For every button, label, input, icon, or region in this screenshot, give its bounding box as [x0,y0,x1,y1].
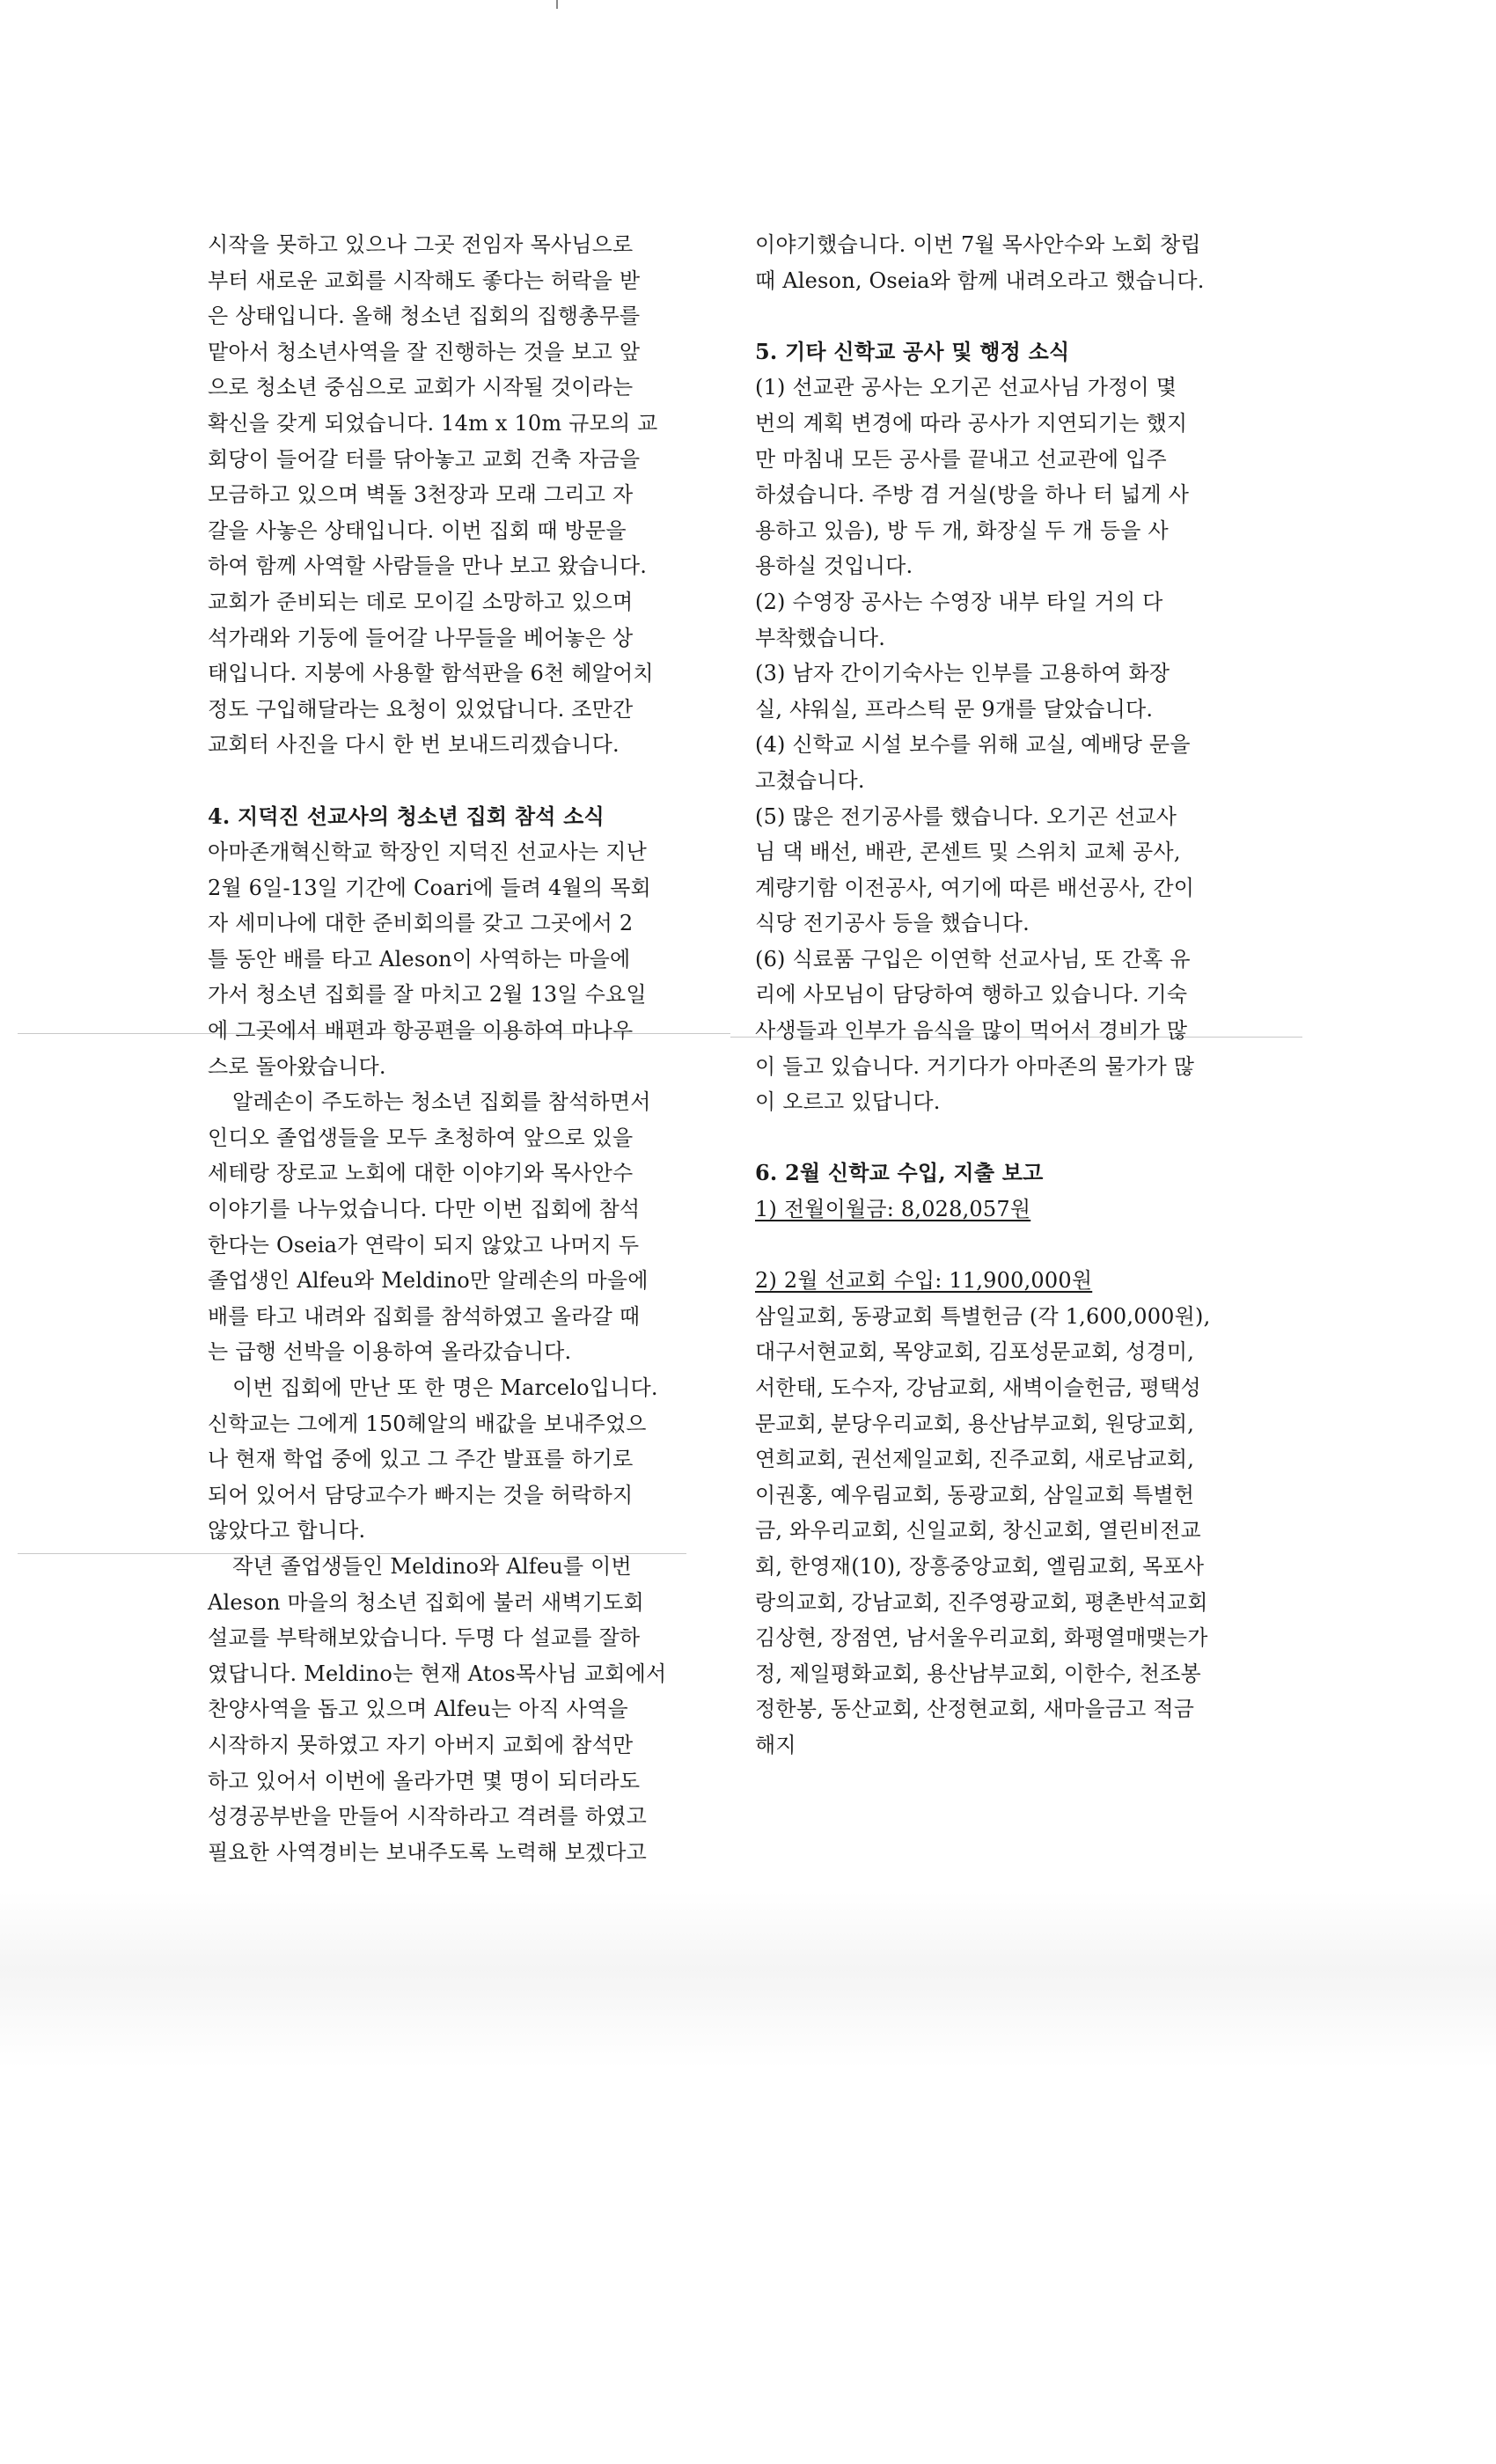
text-line: 신학교는 그에게 150헤알의 배값을 보내주었으 [208,1411,647,1436]
spacer [208,763,714,799]
text-line: 부착했습니다. [755,625,886,650]
donor-line: 김상현, 장점연, 남서울우리교회, 화평열매맺는가 [755,1625,1208,1651]
text-line: 이 들고 있습니다. 거기다가 아마존의 물가가 많 [755,1053,1195,1079]
text-line: 때 Aleson, Oseia와 함께 내려오라고 했습니다. [755,268,1205,293]
text-line: 리에 사모님이 담당하여 행하고 있습니다. 기숙 [755,982,1188,1008]
section5 [755,334,1261,1120]
text-line: 교회터 사진을 다시 한 번 보내드리겠습니다. [208,732,620,758]
text-line: 시작을 못하고 있으나 그곳 전임자 목사님으로 [208,232,634,257]
text-line: 이야기했습니다. 이번 7월 목사안수와 노회 창립 [755,232,1201,257]
donor-line: 금, 와우리교회, 신일교회, 창신교회, 열린비전교 [755,1518,1201,1544]
donor-line: 정한봉, 동산교회, 산정현교회, 새마을금고 적금 [755,1697,1195,1722]
text-line: 이번 집회에 만난 또 한 명은 Marcelo입니다. [232,1375,658,1400]
text-line: 에 그곳에서 배편과 항공편을 이용하여 마나우 [208,1018,634,1044]
section3-continuation [208,227,714,763]
text-line: (5) 많은 전기공사를 했습니다. 오기곤 선교사 [755,803,1177,829]
income-amount: 2) 2월 선교회 수입: 11,900,000원 [755,1268,1093,1294]
text-line: 설교를 부탁해보았습니다. 두명 다 설교를 잘하 [208,1625,641,1651]
text-line: 모금하고 있으며 벽돌 3천장과 모래 그리고 자 [208,482,634,508]
text-line: 부터 새로운 교회를 시작해도 좋다는 허락을 받 [208,268,641,293]
text-line: 시작하지 못하였고 자기 아버지 교회에 참석만 [208,1732,634,1757]
left-column [208,227,714,1870]
section-heading: 4. 지덕진 선교사의 청소년 집회 참석 소식 [208,803,605,829]
section-heading: 5. 기타 신학교 공사 및 행정 소식 [755,338,1070,364]
text-line: (1) 선교관 공사는 오기곤 선교사님 가정이 몇 [755,375,1177,400]
text-line: 으로 청소년 중심으로 교회가 시작될 것이라는 [208,375,634,400]
text-line: 갈을 사놓은 상태입니다. 이번 집회 때 방문을 [208,517,627,543]
text-line: 였답니다. Meldino는 현재 Atos목사님 교회에서 [208,1661,667,1686]
text-line: 실, 샤워실, 프라스틱 문 9개를 달았습니다. [755,696,1154,722]
text-line: Aleson 마을의 청소년 집회에 불러 새벽기도회 [208,1589,644,1615]
donor-line: 해지 [755,1732,796,1757]
text-line: 성경공부반을 만들어 시작하라고 격려를 하였고 [208,1804,647,1830]
text-line: (6) 식료품 구입은 이연학 선교사님, 또 간혹 유 [755,946,1191,972]
section6 [755,1155,1261,1763]
text-line: 하여 함께 사역할 사람들을 만나 보고 왔습니다. [208,554,648,579]
text-line: 필요한 사역경비는 보내주도록 노력해 보겠다고 [208,1839,647,1865]
text-line: 맡아서 청소년사역을 잘 진행하는 것을 보고 앞 [208,339,641,364]
text-line: 찬양사역을 돕고 있으며 Alfeu는 아직 사역을 [208,1697,628,1722]
scan-shading [0,1892,1496,2068]
section4-continuation [755,227,1261,298]
donor-line: 랑의교회, 강남교회, 진주영광교회, 평촌반석교회 [755,1589,1208,1615]
text-line: 배를 타고 내려와 집회를 참석하였고 올라갈 때 [208,1303,641,1329]
text-line: 번의 계획 변경에 따라 공사가 지연되기는 했지 [755,410,1188,436]
text-line: 하고 있어서 이번에 올라가면 몇 명이 되더라도 [208,1768,641,1793]
donor-line: 이권홍, 예우림교회, 동광교회, 삼일교회 특별헌 [755,1482,1195,1507]
text-line: 않았다고 합니다. [208,1518,366,1544]
donor-line: 문교회, 분당우리교회, 용산남부교회, 원당교회, [755,1411,1195,1436]
donor-line: 정, 제일평화교회, 용산남부교회, 이한수, 천조봉 [755,1661,1201,1686]
right-column [755,227,1261,1764]
text-line: 사생들과 인부가 음식을 많이 먹어서 경비가 많 [755,1018,1188,1044]
spacer [755,1228,1261,1264]
text-line: 만 마침내 모든 공사를 끝내고 선교관에 입주 [755,446,1167,472]
text-line: (4) 신학교 시설 보수를 위해 교실, 예배당 문을 [755,732,1191,758]
text-line: 인디오 졸업생들을 모두 초청하여 앞으로 있을 [208,1125,634,1150]
text-line: (3) 남자 간이기숙사는 인부를 고용하여 화장 [755,661,1170,686]
text-line: 이야기를 나누었습니다. 다만 이번 집회에 참석 [208,1197,641,1222]
text-line: 계량기함 이전공사, 여기에 따른 배선공사, 간이 [755,875,1195,900]
text-line: 정도 구입해달라는 요청이 있었답니다. 조만간 [208,696,634,722]
text-line: 식당 전기공사 등을 했습니다. [755,911,1030,936]
text-line: 아마존개혁신학교 학장인 지덕진 선교사는 지난 [208,840,647,865]
text-line: 확신을 갖게 되었습니다. 14m x 10m 규모의 교 [208,410,658,436]
text-line: 는 급행 선박을 이용하여 올라갔습니다. [208,1339,572,1365]
text-line: 이 오르고 있답니다. [755,1089,941,1115]
donor-line: 서한태, 도수자, 강남교회, 새벽이슬헌금, 평택성 [755,1375,1201,1400]
text-line: 하셨습니다. 주방 겸 거실(방을 하나 터 넓게 사 [755,482,1190,508]
text-line: 되어 있어서 담당교수가 빠지는 것을 허락하지 [208,1482,634,1507]
text-line: (2) 수영장 공사는 수영장 내부 타일 거의 다 [755,589,1163,614]
text-line: 알레손이 주도하는 청소년 집회를 참석하면서 [232,1089,651,1115]
text-line: 교회가 준비되는 데로 모이길 소망하고 있으며 [208,589,634,614]
text-line: 고쳤습니다. [755,767,865,793]
section-heading: 6. 2월 신학교 수입, 지출 보고 [755,1160,1044,1186]
text-line: 세테랑 장로교 노회에 대한 이야기와 목사안수 [208,1161,634,1186]
section4 [208,799,714,1871]
text-line: 용하고 있음), 방 두 개, 화장실 두 개 등을 사 [755,517,1169,543]
donor-line: 연희교회, 권선제일교회, 진주교회, 새로남교회, [755,1447,1195,1472]
text-line: 은 상태입니다. 올해 청소년 집회의 집행총무를 [208,304,641,329]
scan-margin-mark [556,0,558,9]
donor-line: 삼일교회, 동광교회 특별헌금 (각 1,600,000원), [755,1303,1211,1329]
text-line: 용하실 것입니다. [755,554,913,579]
text-line: 2월 6일-13일 기간에 Coari에 들려 4월의 목회 [208,875,651,900]
carryover-amount: 1) 전월이월금: 8,028,057원 [755,1197,1031,1222]
text-line: 가서 청소년 집회를 잘 마치고 2월 13일 수요일 [208,982,647,1008]
text-line: 졸업생인 Alfeu와 Meldino만 알레손의 마을에 [208,1268,649,1294]
text-line: 태입니다. 지붕에 사용할 함석판을 6천 헤알어치 [208,661,654,686]
text-line: 작년 졸업생들인 Meldino와 Alfeu를 이번 [232,1553,632,1579]
text-line: 석가래와 기둥에 들어갈 나무들을 베어놓은 상 [208,625,634,650]
text-line: 자 세미나에 대한 준비회의를 갖고 그곳에서 2 [208,911,634,936]
text-line: 회당이 들어갈 터를 닦아놓고 교회 건축 자금을 [208,446,641,472]
spacer [755,1120,1261,1156]
donor-line: 대구서현교회, 목양교회, 김포성문교회, 성경미, [755,1339,1195,1365]
text-line: 한다는 Oseia가 연락이 되지 않았고 나머지 두 [208,1232,640,1258]
text-line: 스로 돌아왔습니다. [208,1053,386,1079]
donor-line: 회, 한영재(10), 장흥중앙교회, 엘림교회, 목포사 [755,1553,1205,1579]
text-line: 틀 동안 배를 타고 Aleson이 사역하는 마을에 [208,946,631,972]
spacer [755,298,1261,334]
text-line: 나 현재 학업 중에 있고 그 주간 발표를 하기로 [208,1447,634,1472]
text-line: 님 댁 배선, 배관, 콘센트 및 스위치 교체 공사, [755,840,1181,865]
